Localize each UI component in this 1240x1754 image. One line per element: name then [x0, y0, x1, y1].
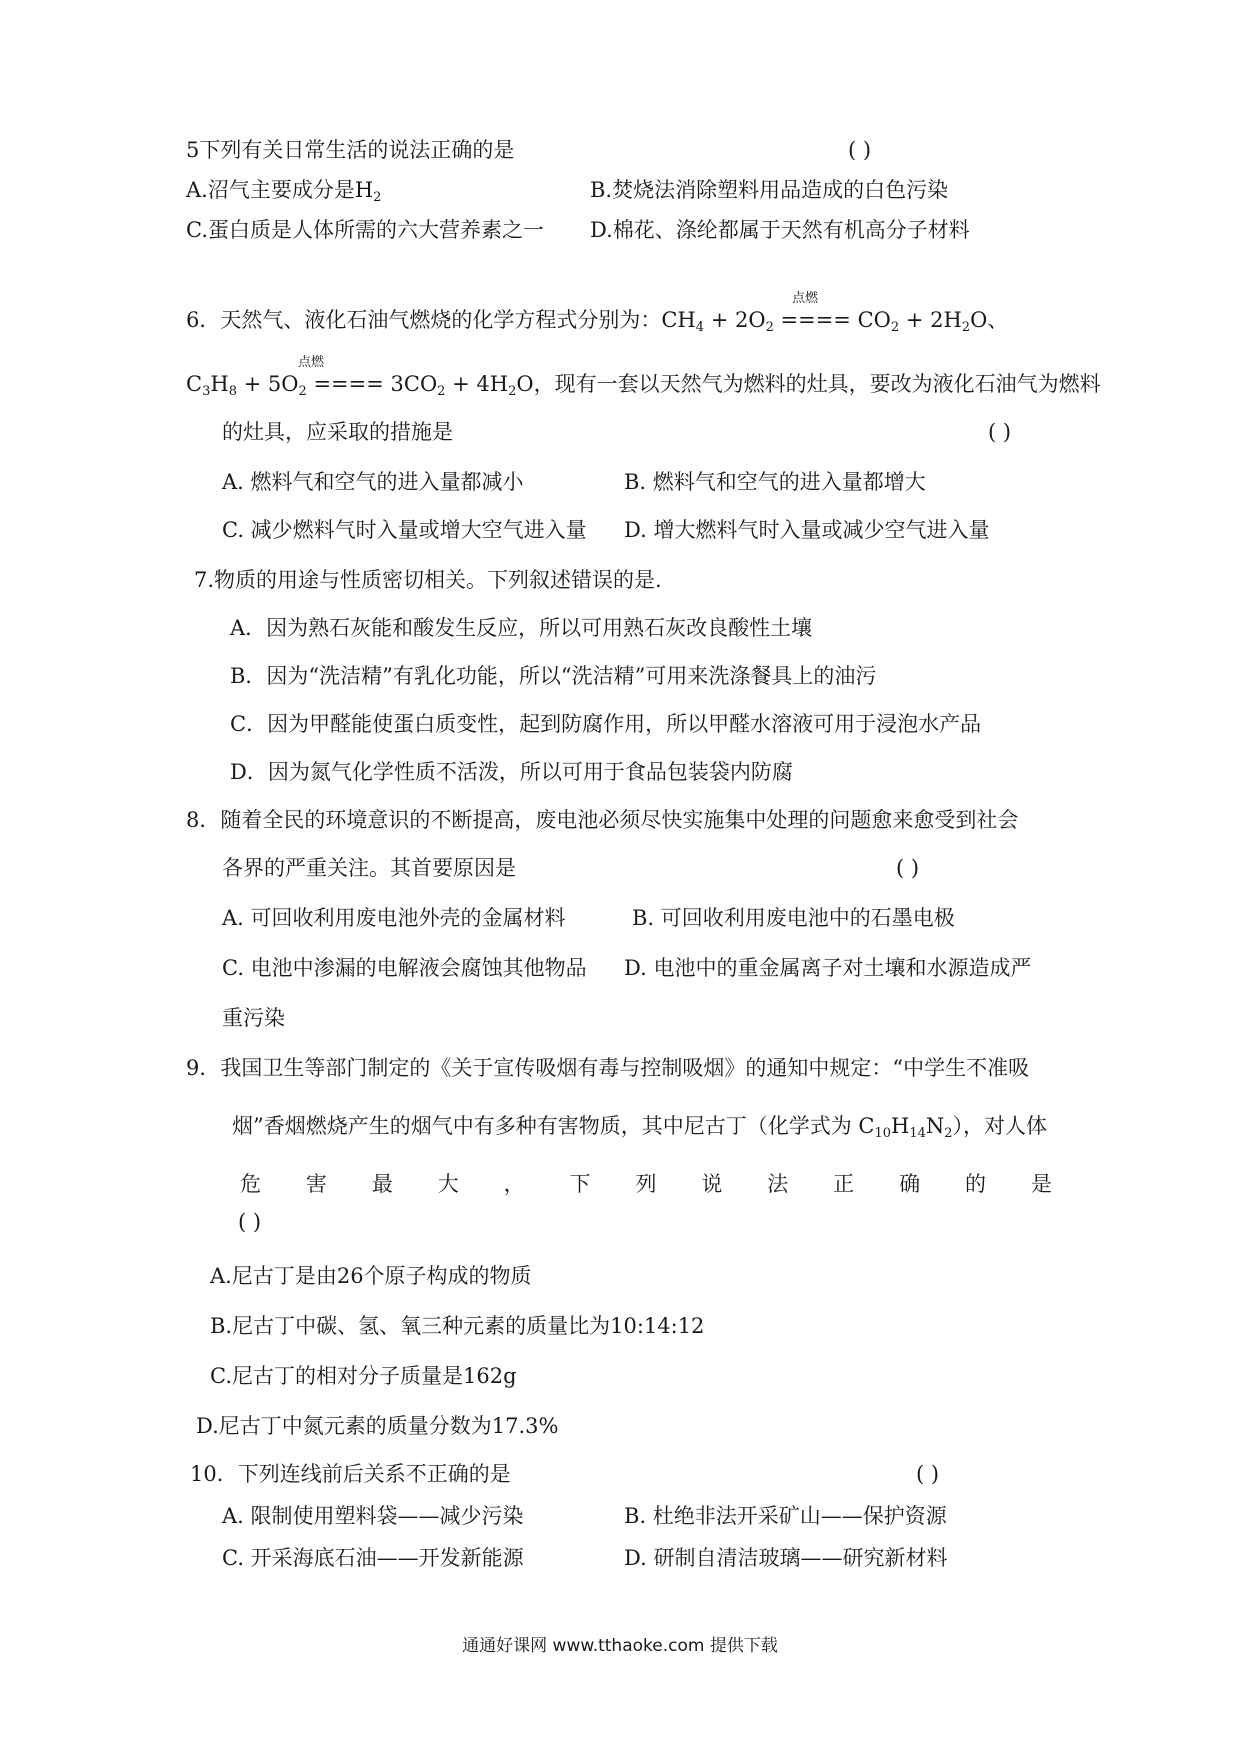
- question-6-stem-line-2: $C_3H_8 + 5O_2$ ==== $3CO_2 + 4H_2O$，现有一套以天然气为燃料的灶具，要改为液化石油气为燃料: [186, 372, 1101, 399]
- question-9-option-c: C.尼古丁的相对分子质量是162g: [210, 1364, 517, 1388]
- question-7-option-a: A．因为熟石灰能和酸发生反应，所以可用熟石灰改良酸性土壤: [230, 616, 813, 640]
- question-6-stem-line-1: 6．天然气、液化石油气燃烧的化学方程式分别为：$CH_4 + 2O_2$ ==== $CO_2 + 2H_2O$、: [186, 308, 1009, 335]
- question-9-stem-line-3: [240, 1170, 1052, 1198]
- spread-char: 害: [305, 1172, 327, 1196]
- question-9-answer-blank: ( ): [238, 1210, 262, 1234]
- page-footer: 通通好课网 www.tthaoke.com 提供下载: [462, 1636, 778, 1656]
- question-6-option-b: B. 燃料气和空气的进入量都增大: [624, 470, 926, 494]
- question-10-option-b: B. 杜绝非法开采矿山——保护资源: [624, 1504, 947, 1528]
- spread-char: ，: [503, 1172, 525, 1196]
- question-6-option-a: A. 燃料气和空气的进入量都减小: [222, 470, 524, 494]
- question-10-option-c: C. 开采海底石油——开发新能源: [222, 1546, 524, 1570]
- question-10-answer-blank: ( ): [916, 1462, 940, 1486]
- spread-char: 是: [1030, 1172, 1052, 1196]
- question-5-option-d: D.棉花、涤纶都属于天然有机高分子材料: [590, 218, 970, 242]
- spread-char: 最: [371, 1172, 393, 1196]
- equation-1: $CH_4 + 2O_2$ ==== $CO_2 + 2H_2O$、: [661, 308, 1009, 335]
- question-10-stem: 10．下列连线前后关系不正确的是: [190, 1462, 511, 1486]
- question-7-option-d: D．因为氮气化学性质不活泼，所以可用于食品包装袋内防腐: [230, 760, 793, 784]
- spread-char: 法: [767, 1172, 789, 1196]
- equation-1-condition: 点燃: [792, 291, 819, 306]
- question-9-option-d: D.尼古丁中氮元素的质量分数为17.3%: [196, 1414, 559, 1438]
- question-5-stem: 5下列有关日常生活的说法正确的是: [186, 138, 515, 162]
- spread-char: 下: [569, 1172, 591, 1196]
- question-5-answer-blank: ( ): [848, 138, 872, 162]
- question-5-option-c: C.蛋白质是人体所需的六大营养素之一: [186, 218, 544, 242]
- question-6-answer-blank: ( ): [988, 420, 1012, 444]
- question-8-option-a: A. 可回收利用废电池外壳的金属材料: [222, 906, 566, 930]
- question-6-option-d: D. 增大燃料气时入量或减少空气进入量: [624, 518, 990, 542]
- question-8-option-d: D. 电池中的重金属离子对土壤和水源造成严: [624, 956, 1032, 980]
- question-8-answer-blank: ( ): [896, 856, 920, 880]
- spread-char: 的: [964, 1172, 986, 1196]
- question-8-option-d-continued: 重污染: [222, 1006, 285, 1030]
- question-8-stem-line-1: 8．随着全民的环境意识的不断提高，废电池必须尽快实施集中处理的问题愈来愈受到社会: [186, 808, 1019, 832]
- equation-2: $C_3H_8 + 5O_2$ ==== $3CO_2 + 4H_2$: [186, 372, 517, 399]
- question-9-option-a: A.尼古丁是由26个原子构成的物质: [210, 1264, 532, 1288]
- question-5-option-a: A.沼气主要成分是$H_2$: [186, 178, 382, 205]
- spread-char: 确: [899, 1172, 921, 1196]
- question-7-option-b: B．因为“洗洁精”有乳化功能，所以“洗洁精”可用来洗涤餐具上的油污: [230, 664, 877, 688]
- question-8-option-b: B. 可回收利用废电池中的石墨电极: [632, 906, 955, 930]
- question-6-option-c: C. 减少燃料气时入量或增大空气进入量: [222, 518, 587, 542]
- spread-char: 说: [701, 1172, 723, 1196]
- question-10-option-a: A. 限制使用塑料袋——减少污染: [222, 1504, 524, 1528]
- question-9-stem-line-2: 烟”香烟燃烧产生的烟气中有多种有害物质，其中尼古丁（化学式为 $C_{10}H_{14}N_2$），对人体: [232, 1114, 1048, 1141]
- question-9-option-b: B.尼古丁中碳、氢、氧三种元素的质量比为10:14:12: [210, 1314, 705, 1338]
- question-9-stem-line-1: 9．我国卫生等部门制定的《关于宣传吸烟有毒与控制吸烟》的通知中规定：“中学生不准吸: [186, 1056, 1030, 1080]
- spread-char: 危: [240, 1172, 261, 1196]
- spread-char: 列: [635, 1172, 657, 1196]
- question-7-option-c: C．因为甲醛能使蛋白质变性，起到防腐作用，所以甲醛水溶液可用于浸泡水产品: [230, 712, 982, 736]
- question-10-option-d: D. 研制自清洁玻璃——研究新材料: [624, 1546, 948, 1570]
- question-8-option-c: C. 电池中渗漏的电解液会腐蚀其他物品: [222, 956, 587, 980]
- question-5-option-b: B.焚烧法消除塑料用品造成的白色污染: [590, 178, 949, 202]
- spread-char: 正: [833, 1172, 855, 1196]
- question-8-stem-line-2: 各界的严重关注。其首要原因是: [222, 856, 516, 880]
- question-7-stem: 7.物质的用途与性质密切相关。下列叙述错误的是.: [194, 568, 662, 592]
- question-6-stem-line-3: 的灶具，应采取的措施是: [222, 420, 453, 444]
- spread-char: 大: [437, 1172, 459, 1196]
- equation-2-condition: 点燃: [298, 355, 325, 370]
